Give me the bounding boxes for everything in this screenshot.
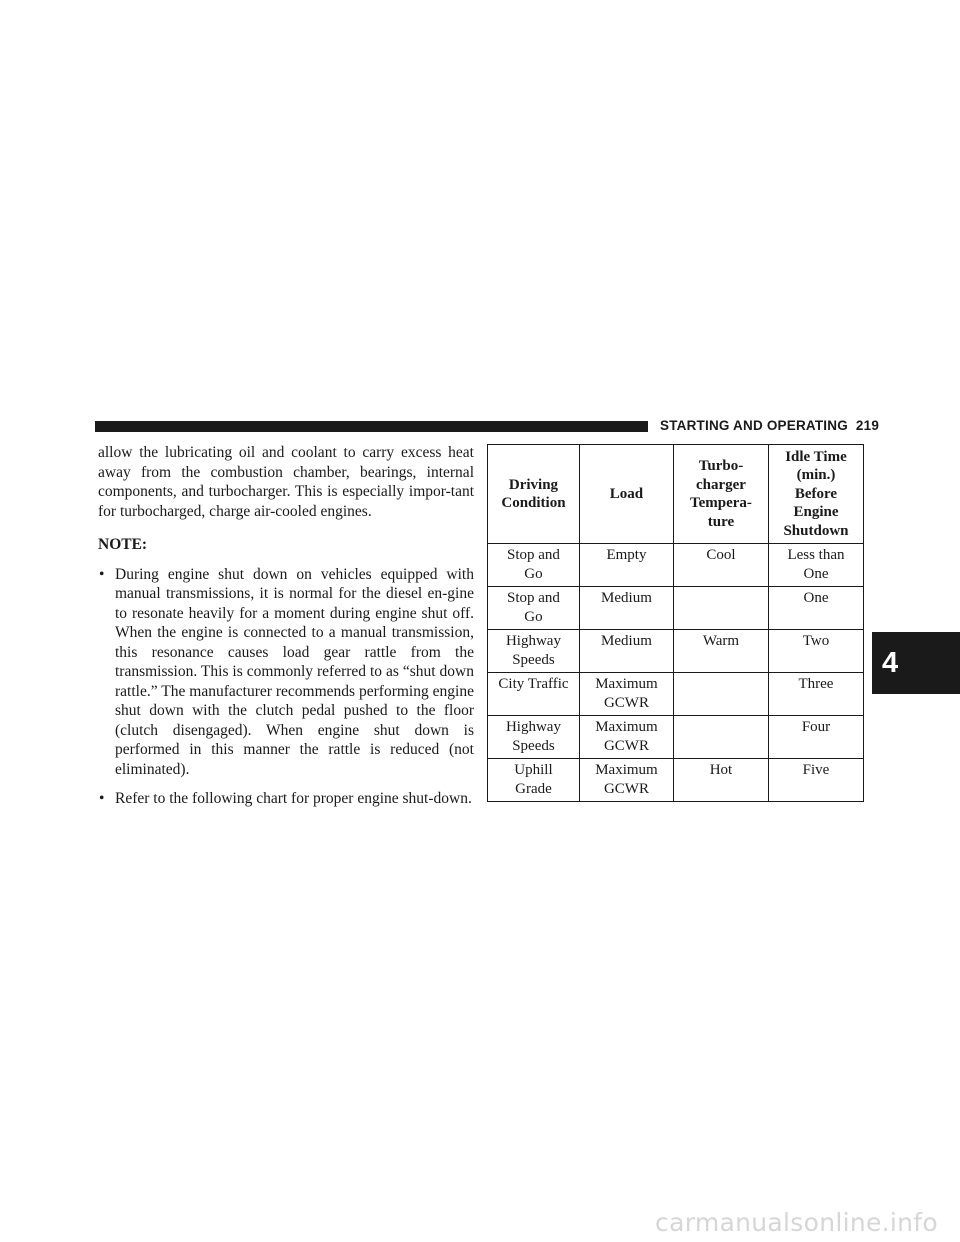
- header-cell-line: Engine: [793, 504, 839, 521]
- table-row: [488, 673, 864, 716]
- table-cell-turbocharger-temperature: [673, 716, 768, 759]
- table-cell-line: Empty: [606, 547, 647, 563]
- header-cell-line: Before: [794, 485, 838, 502]
- header-cell-driving-condition: [488, 445, 580, 544]
- table-cell-idle-time: [768, 544, 863, 587]
- table-row: [488, 587, 864, 630]
- header-cell-line: Turbo-: [698, 458, 744, 474]
- note-label: NOTE:: [98, 536, 148, 553]
- table-cell-load: [579, 759, 673, 802]
- header-cell-load: [579, 445, 673, 544]
- table-cell-line: Medium: [601, 633, 652, 649]
- table-cell-idle-time: [768, 759, 863, 802]
- table-cell-line: Warm: [702, 633, 740, 649]
- chapter-number: 4: [882, 646, 899, 679]
- table-cell-driving-condition: [488, 759, 580, 802]
- table-cell-line: Highway: [505, 633, 561, 649]
- table-cell-turbocharger-temperature: [673, 759, 768, 802]
- header-rule: [95, 421, 648, 432]
- header-cell-line: (min.): [796, 467, 836, 484]
- table-cell-line: Go: [524, 565, 543, 582]
- table-cell-line: Stop and: [507, 547, 560, 563]
- table-row: [488, 716, 864, 759]
- table-row: [488, 759, 864, 802]
- idle-time-table: [487, 444, 864, 802]
- section-title: STARTING AND OPERATING: [660, 418, 848, 433]
- table-cell-line: Less than: [787, 547, 845, 563]
- header-cell-line: Shutdown: [783, 522, 849, 539]
- header-cell-line: Idle Time: [785, 448, 847, 465]
- table-row: [488, 544, 864, 587]
- table-cell-load: [579, 673, 673, 716]
- header-cell-line: ture: [707, 513, 735, 530]
- header-cell-line: charger: [695, 476, 746, 493]
- table-body: [488, 544, 864, 802]
- table-cell-line: Cool: [706, 547, 736, 563]
- table-cell-line: One: [803, 565, 829, 582]
- chapter-tab: [872, 632, 960, 694]
- table-cell-line: Speeds: [512, 737, 555, 754]
- table-cell-line: Go: [524, 608, 543, 625]
- table-cell-driving-condition: [488, 544, 580, 587]
- table-cell-line: Maximum: [595, 762, 658, 778]
- table-cell-driving-condition: [488, 716, 580, 759]
- table-cell-turbocharger-temperature: [673, 587, 768, 630]
- header-cell-idle-time: [768, 445, 863, 544]
- header-cell-line: Load: [609, 485, 644, 502]
- table-cell-line: Highway: [505, 719, 561, 735]
- table-cell-line: Speeds: [512, 651, 555, 668]
- table-cell-line: Uphill: [514, 762, 553, 778]
- table-cell-idle-time: [768, 630, 863, 673]
- header-cell-line: Condition: [501, 495, 566, 511]
- note-bullet-list: [98, 565, 474, 809]
- table-cell-idle-time: [768, 716, 863, 759]
- table-cell-line: Four: [801, 719, 831, 735]
- table-cell-line: Stop and: [507, 590, 560, 606]
- running-header: [660, 418, 879, 433]
- table-cell-load: [579, 587, 673, 630]
- table-cell-line: Five: [802, 762, 830, 778]
- table-cell-line: Medium: [601, 590, 652, 606]
- table-cell-driving-condition: [488, 630, 580, 673]
- watermark: carmanualsonline.info: [655, 1208, 938, 1237]
- table-cell-line: Grade: [515, 780, 552, 797]
- table-cell-line: One: [803, 590, 829, 606]
- table-cell-line: Two: [802, 633, 830, 649]
- body-text-column: [98, 443, 474, 819]
- table-header-row: [488, 445, 864, 544]
- intro-paragraph: allow the lubricating oil and coolant to carry excess heat away from the combustion chamber, bearings, internal components, and turbocharger. This is especially impor-tant for turbocharged, charge air-cooled engines.: [98, 444, 474, 520]
- table-cell-line: Three: [798, 676, 834, 692]
- header-cell-line: Driving: [508, 476, 559, 493]
- bullet-item-refer-chart: • Refer to the following chart for proper engine shut-down.: [98, 789, 474, 809]
- header-cell-line: Tempera-: [689, 495, 752, 511]
- table-cell-turbocharger-temperature: [673, 673, 768, 716]
- table-cell-load: [579, 544, 673, 587]
- table-cell-driving-condition: [488, 673, 580, 716]
- table-cell-line: GCWR: [603, 737, 649, 754]
- table-cell-line: Maximum: [595, 719, 658, 735]
- table-cell-line: City Traffic: [498, 676, 569, 692]
- header-cell-turbocharger-temperature: [673, 445, 768, 544]
- table-cell-load: [579, 630, 673, 673]
- table-cell-turbocharger-temperature: [673, 544, 768, 587]
- table-cell-line: Maximum: [595, 676, 658, 692]
- table-cell-idle-time: [768, 673, 863, 716]
- table-cell-idle-time: [768, 587, 863, 630]
- table-cell-turbocharger-temperature: [673, 630, 768, 673]
- page-number: 219: [855, 418, 880, 433]
- table-cell-load: [579, 716, 673, 759]
- table-cell-line: GCWR: [603, 780, 649, 797]
- table-cell-driving-condition: [488, 587, 580, 630]
- table-row: [488, 630, 864, 673]
- table-cell-line: Hot: [709, 762, 733, 778]
- table-cell-line: GCWR: [603, 694, 649, 711]
- bullet-item-shutdown-rattle: • During engine shut down on vehicles equipped with manual transmissions, it is normal for the diesel en-gine to resonate heavily for a moment during engine shut off. When the engine is connected to a manual transmission, this resonance causes load gear rattle from the transmission. This is commonly referred to as “shut down rattle.” The manufacturer recommends performing engine shut down with the clutch pedal pushed to the floor (clutch disengaged). When engine shut down is performed in this manner the rattle is reduced (not eliminated).: [98, 565, 474, 780]
